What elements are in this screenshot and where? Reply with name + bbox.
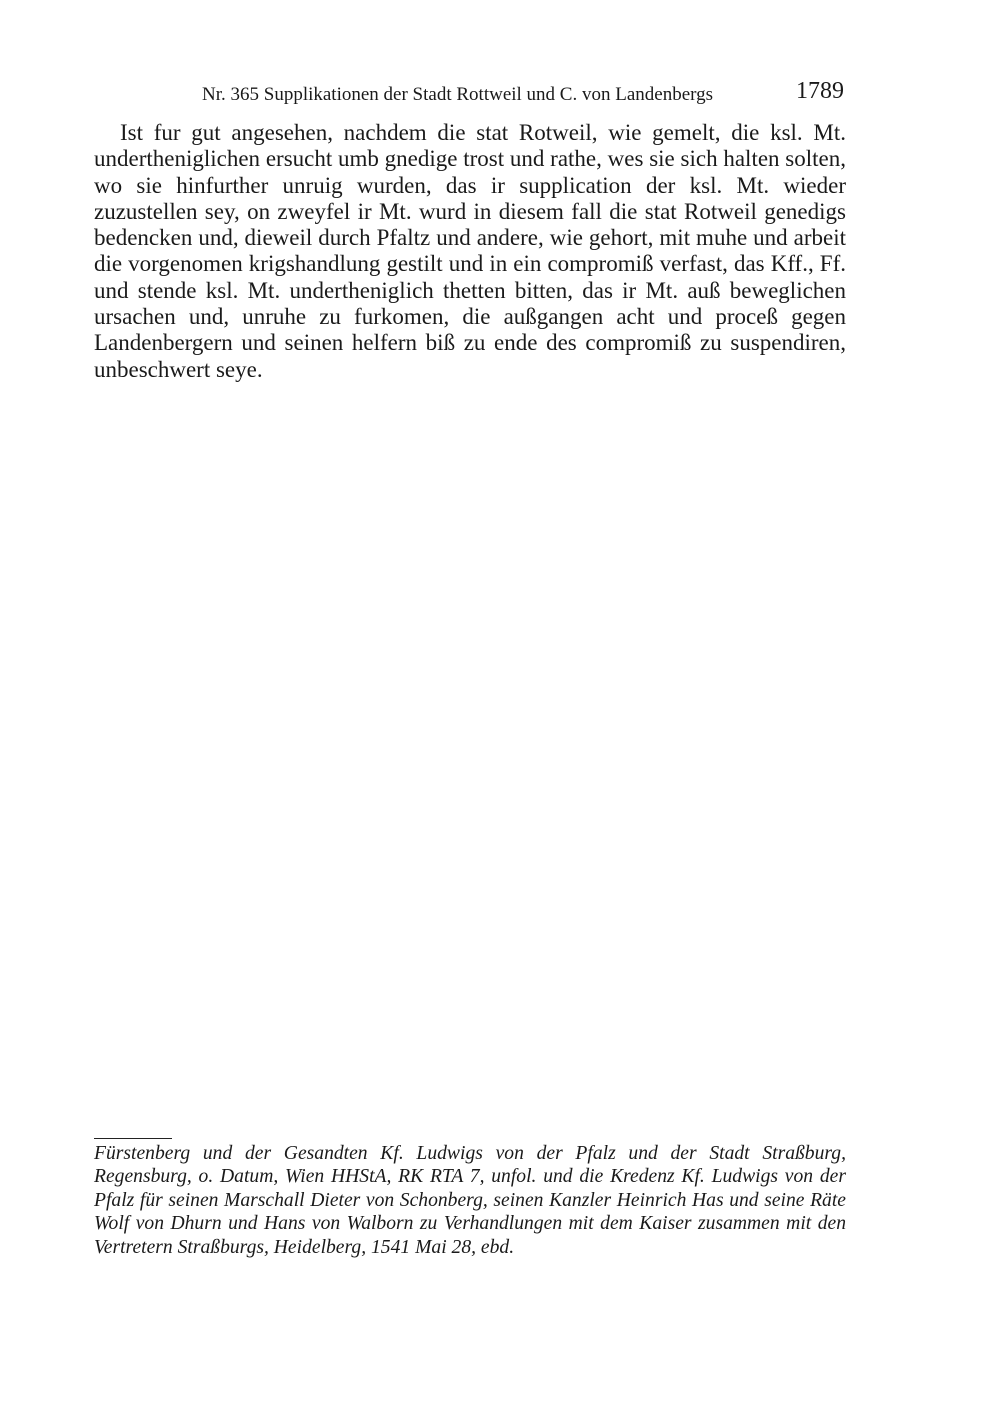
body-paragraph: Ist fur gut angesehen, nachdem die stat Rotweil, wie gemelt, die ksl. Mt. undertheniglichen ersucht umb gnedige trost und rathe, wes sie sich halten solten, wo sie hinfurther unruig wurden, das ir supplication der ksl. Mt. wieder zuzustellen sey, on zweyfel ir Mt. wurd in diesem fall die stat Rotweil genedigs bedencken und, dieweil durch Pfaltz und andere, wie gehort, mit muhe und arbeit die vorgenomen krigshandlung gestilt und in ein compromiß verfast, das Kff., Ff. und stende ksl. Mt. undertheniglich thetten bitten, das ir Mt. auß beweglichen ursachen und, unruhe zu furkomen, die außgangen acht und proceß gegen Landenbergern und seinen helfern biß zu ende des compromiß zu suspendiren, unbeschwert seye. xyxy=(94,120,846,382)
running-title: Nr. 365 Supplikationen der Stadt Rottweil und C. von Landenbergs xyxy=(202,84,714,105)
page-number: 1789 xyxy=(796,78,844,104)
footnote-rule xyxy=(94,1138,172,1139)
running-head xyxy=(94,78,846,108)
footnote-text: Fürstenberg und der Gesandten Kf. Ludwigs von der Pfalz und der Stadt Straßburg, Regensburg, o. Datum, Wien HHStA, RK RTA 7, unfol. und die Kredenz Kf. Ludwigs von der Pfalz für seinen Marschall Dieter von Schonberg, seinen Kanzler Heinrich Has und seine Räte Wolf von Dhurn und Hans von Walborn zu Verhandlungen mit dem Kaiser zusammen mit den Vertretern Straßburgs, Heidelberg, 1541 Mai 28, ebd. xyxy=(94,1143,846,1258)
